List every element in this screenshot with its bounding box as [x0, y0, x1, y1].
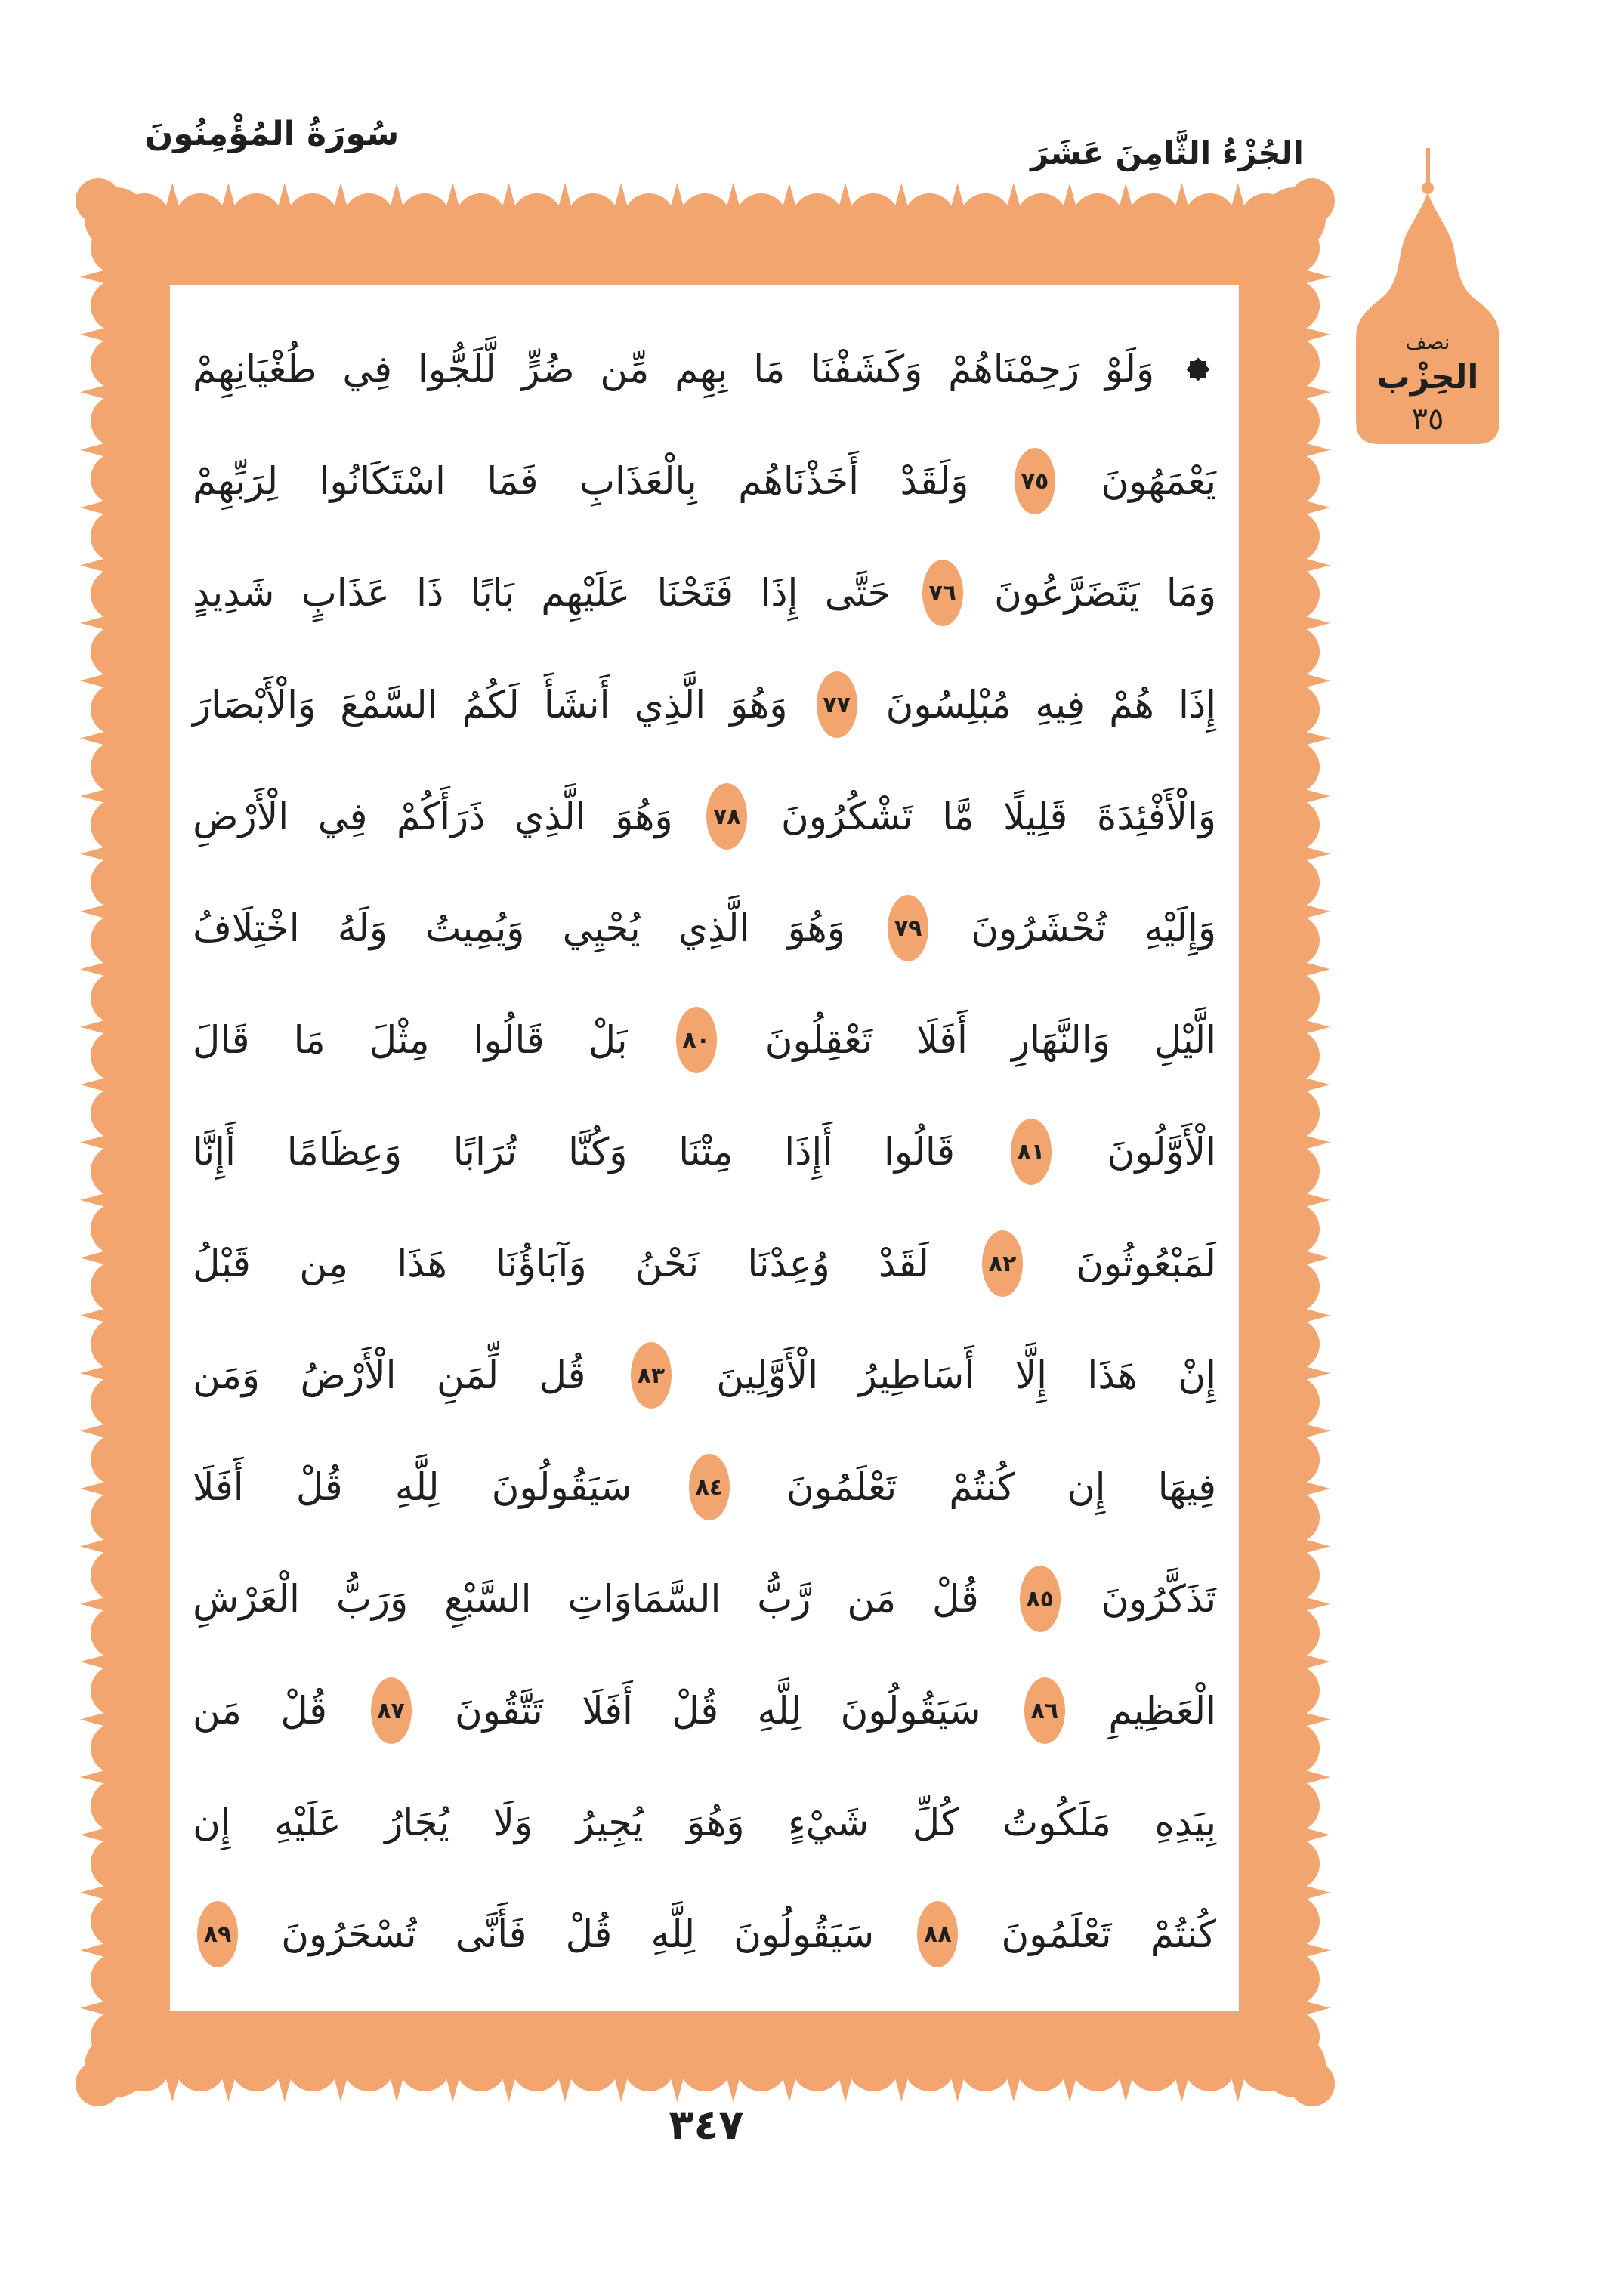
quran-word: وَهُوَ [730, 683, 788, 727]
quran-word: وَالنَّهَارِ [1011, 1018, 1110, 1062]
quran-word: بِيَدِهِ [1154, 1801, 1216, 1844]
quran-word: قُلْ [932, 1577, 979, 1621]
quran-word: لِرَبِّهِمْ [193, 459, 279, 503]
quran-word: وَهُوَ [687, 1801, 745, 1844]
quran-word: تُسْحَرُونَ [281, 1912, 417, 1956]
quran-word: تَعْلَمُونَ [1001, 1912, 1112, 1956]
quran-word: السَّبْعِ [444, 1577, 532, 1621]
hizb-label-half: نصف [1405, 331, 1450, 354]
quran-word: وَمَن [193, 1353, 261, 1397]
quran-word: إِنْ [1178, 1353, 1216, 1397]
quran-word: طُغْيَانِهِمْ [193, 347, 317, 391]
quran-word: وَآبَاؤُنَا [496, 1242, 587, 1285]
quran-word: قُلْ [280, 1689, 328, 1733]
quran-word: وَمَا [1166, 571, 1216, 615]
quran-word: إِن [193, 1801, 231, 1844]
quran-word: وَيُمِيتُ [425, 906, 525, 950]
quran-word: قَالَ [193, 1018, 250, 1062]
quran-line-2 [193, 425, 1216, 537]
quran-word: اسْتَكَانُوا [319, 459, 446, 503]
quran-word: لَّلَجُّوا [417, 347, 496, 391]
quran-line-1 [193, 313, 1216, 425]
quran-word: وَعِظَامًا [286, 1130, 402, 1174]
quran-word: وَالْأَفْئِدَةَ [1097, 795, 1216, 838]
verse-number-badge: ٧٩ [888, 895, 928, 961]
quran-word: قُلْ [565, 1912, 613, 1956]
quran-word: مَن [193, 1689, 242, 1733]
verse-number-badge: ٧٦ [922, 560, 963, 626]
quran-line-8 [193, 1096, 1216, 1208]
quran-word: شَدِيدٍ [193, 571, 275, 615]
rub-el-hizb-icon [1184, 356, 1212, 383]
quran-word: وُعِدْنَا [747, 1242, 830, 1285]
quran-line-3 [193, 537, 1216, 649]
quran-word: أَفَلَا [916, 1018, 968, 1062]
hizb-label-hizb: الحِزْب [1376, 358, 1479, 397]
verse-number-badge: ٨٣ [631, 1342, 672, 1409]
quran-word: كُنتُمْ [1150, 1912, 1216, 1956]
quran-word: إِذَا [1178, 683, 1216, 727]
quran-word: مِثْلَ [369, 1018, 430, 1062]
quran-word: كُنتُمْ [949, 1465, 1015, 1509]
quran-word: تُرَابًا [452, 1130, 517, 1174]
quran-word: عَلَيْهِ [274, 1801, 341, 1844]
quran-word: شَيْءٍ [788, 1801, 869, 1844]
quran-word: مَلَكُوتُ [1002, 1801, 1111, 1844]
quran-word: أَفَلَا [193, 1465, 244, 1509]
quran-word: بِهِم [675, 347, 728, 391]
hizb-marker [1356, 329, 1499, 440]
quran-word: فِي [342, 347, 392, 391]
quran-word: نَحْنُ [635, 1242, 700, 1285]
quran-word: قُلْ [295, 1465, 343, 1509]
page-number: ٣٤٧ [669, 2101, 744, 2149]
quran-word: قُلْ [672, 1689, 719, 1733]
quran-word: مُبْلِسُونَ [885, 683, 1011, 727]
verse-number-badge: ٨٧ [371, 1677, 412, 1744]
quran-line-14 [193, 1767, 1216, 1878]
quran-word: قَالُوا [473, 1018, 545, 1062]
quran-text-block [170, 285, 1239, 2011]
quran-line-11 [193, 1431, 1216, 1543]
quran-line-9 [193, 1208, 1216, 1319]
quran-word: بَلْ [588, 1018, 628, 1062]
quran-word: رَحِمْنَاهُمْ [948, 347, 1080, 391]
quran-word: يَتَضَرَّعُونَ [994, 571, 1140, 615]
surah-title: سُورَةُ المُؤْمِنُونَ [144, 115, 400, 153]
quran-word: لَقَدْ [879, 1242, 929, 1285]
quran-word: تُحْشَرُونَ [971, 906, 1107, 950]
quran-word: أَسَاطِيرُ [858, 1353, 975, 1397]
quran-word: حَتَّى [824, 571, 891, 615]
quran-word: ذَا [416, 571, 444, 615]
quran-word: فِيهَا [1157, 1465, 1216, 1509]
quran-word: الْأَوَّلُونَ [1107, 1130, 1216, 1174]
quran-word: يُحْيِي [562, 906, 641, 950]
quran-word: وَلَوْ [1104, 347, 1155, 391]
quran-word: سَيَقُولُونَ [491, 1465, 632, 1509]
quran-word: الَّذِي [678, 906, 750, 950]
quran-word: مَن [847, 1577, 897, 1621]
quran-word: وَهُوَ [787, 906, 845, 950]
quran-word: يُجِيرُ [576, 1801, 644, 1844]
quran-line-7 [193, 984, 1216, 1096]
quran-word: الْأَوَّلِينَ [716, 1353, 819, 1397]
quran-word: فِي [317, 795, 368, 838]
verse-number-badge: ٨٩ [197, 1901, 238, 1967]
quran-word: أَإِنَّا [193, 1130, 236, 1174]
quran-word: أَخَذْنَاهُم [738, 459, 860, 503]
quran-word: سَيَقُولُونَ [840, 1689, 981, 1733]
quran-word: وَالْأَبْصَارَ [193, 683, 317, 727]
quran-word: الْعَرْشِ [193, 1577, 300, 1621]
quran-line-15 [193, 1878, 1216, 1990]
quran-word: هَذَا [1087, 1353, 1138, 1397]
quran-word: لِّمَنِ [436, 1353, 499, 1397]
verse-number-badge: ٨٥ [1020, 1566, 1061, 1632]
verse-number-badge: ٨٢ [982, 1230, 1023, 1297]
verse-number-badge: ٨٦ [1024, 1677, 1065, 1744]
quran-word: قَالُوا [883, 1130, 956, 1174]
quran-line-4 [193, 649, 1216, 761]
quran-line-6 [193, 872, 1216, 984]
quran-word: لِلَّهِ [394, 1465, 440, 1509]
quran-word: مِّن [600, 347, 650, 391]
quran-word: وَإِلَيْهِ [1144, 906, 1216, 950]
quran-word: تَعْقِلُونَ [764, 1018, 873, 1062]
quran-word: تَشْكُرُونَ [780, 795, 913, 838]
quran-word: وَكُنَّا [568, 1130, 628, 1174]
quran-word: لَمَبْعُوثُونَ [1076, 1242, 1216, 1285]
quran-word: أَفَلَا [582, 1689, 633, 1733]
quran-word: مِتْنَا [678, 1130, 734, 1174]
verse-number-badge: ٧٥ [1015, 448, 1055, 514]
quran-word: الَّذِي [514, 795, 586, 838]
quran-word: قَلِيلًا [1002, 795, 1068, 838]
quran-word: وَهُوَ [615, 795, 673, 838]
quran-word: أَإِذَا [784, 1130, 833, 1174]
quran-word: أَنشَأَ [543, 683, 610, 727]
quran-word: لَكُمُ [462, 683, 520, 727]
quran-word: ذَرَأَكُمْ [397, 795, 486, 838]
quran-word: تَذَكَّرُونَ [1101, 1577, 1216, 1621]
quran-word: فِيهِ [1035, 683, 1086, 727]
verse-number-badge: ٨٨ [917, 1901, 958, 1967]
quran-word: مَّا [942, 795, 974, 838]
quran-word: الَّذِي [634, 683, 706, 727]
quran-word: مِن [299, 1242, 349, 1285]
quran-word: قَبْلُ [193, 1242, 251, 1285]
verse-number-badge: ٨١ [1011, 1119, 1052, 1185]
quran-word: وَلَقَدْ [900, 459, 969, 503]
quran-word: هَذَا [397, 1242, 447, 1285]
quran-word: فَأَنَّى [455, 1912, 527, 1956]
quran-word: مَا [753, 347, 786, 391]
quran-word: يَعْمَهُونَ [1101, 459, 1216, 503]
quran-word: سَيَقُولُونَ [734, 1912, 875, 1956]
quran-word: بِالْعَذَابِ [579, 459, 697, 503]
quran-word: هُمْ [1109, 683, 1154, 727]
quran-word: إِلَّا [1015, 1353, 1047, 1397]
quran-line-12 [193, 1543, 1216, 1655]
quran-word: وَلَا [493, 1801, 533, 1844]
quran-word: الْعَظِيمِ [1108, 1689, 1216, 1733]
quran-word: اخْتِلَافُ [193, 906, 300, 950]
quran-word: قُل [539, 1353, 586, 1397]
quran-word: عَلَيْهِم [541, 571, 631, 615]
quran-word: وَرَبُّ [335, 1577, 409, 1621]
quran-word: كُلِّ [912, 1801, 959, 1844]
quran-word: وَكَشَفْنَا [811, 347, 923, 391]
quran-word: الَّيْلِ [1154, 1018, 1216, 1062]
quran-word: رَّبُّ [757, 1577, 811, 1621]
juz-title: الجُزْءُ الثَّامِنَ عَشَرَ [1030, 134, 1304, 171]
quran-word: ضُرٍّ [521, 347, 575, 391]
quran-word: تَتَّقُونَ [454, 1689, 543, 1733]
quran-line-13 [193, 1655, 1216, 1767]
quran-word: تَعْلَمُونَ [786, 1465, 897, 1509]
quran-word: فَتَحْنَا [656, 571, 734, 615]
quran-word: لِلَّهِ [757, 1689, 802, 1733]
hizb-number: ٣٥ [1411, 402, 1444, 437]
verse-number-badge: ٧٧ [817, 671, 857, 738]
quran-line-5 [193, 761, 1216, 872]
verse-number-badge: ٨٤ [689, 1454, 730, 1520]
quran-word: لِلَّهِ [650, 1912, 696, 1956]
quran-word: الْأَرْضُ [300, 1353, 397, 1397]
quran-line-10 [193, 1319, 1216, 1431]
quran-word: مَا [293, 1018, 326, 1062]
verse-number-badge: ٧٨ [706, 783, 747, 850]
verse-number-badge: ٨٠ [676, 1007, 717, 1073]
quran-word: إِذَا [760, 571, 798, 615]
quran-word: فَمَا [486, 459, 539, 503]
quran-word: عَذَابٍ [301, 571, 390, 615]
quran-word: بَابًا [470, 571, 514, 615]
quran-word: الْأَرْضِ [193, 795, 289, 838]
quran-word: وَلَهُ [337, 906, 388, 950]
quran-word: السَّمَاوَاتِ [567, 1577, 721, 1621]
quran-word: يُجَارُ [385, 1801, 449, 1844]
quran-word: السَّمْعَ [340, 683, 438, 727]
quran-word: إِن [1067, 1465, 1106, 1509]
